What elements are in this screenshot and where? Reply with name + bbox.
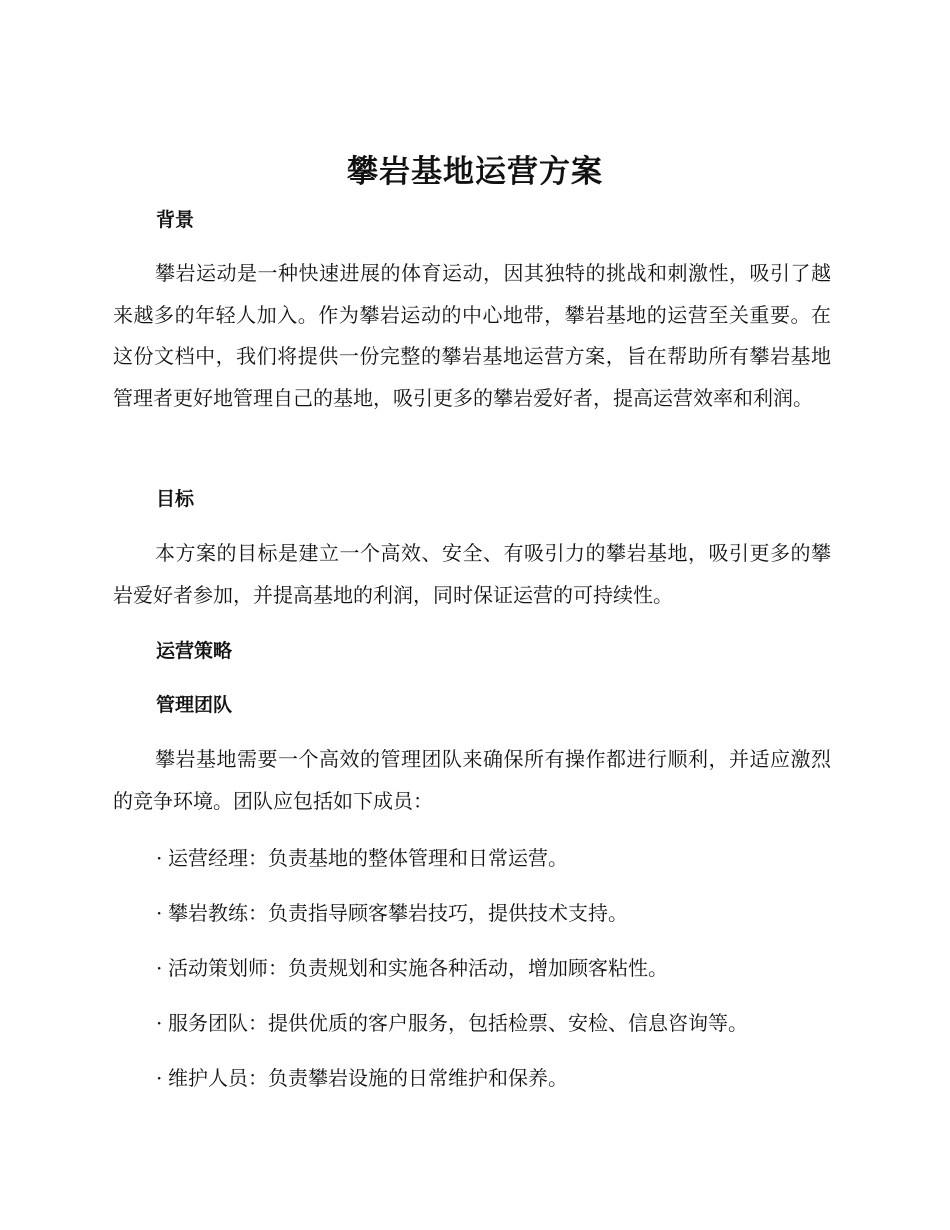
bullet-dot: · <box>156 956 163 980</box>
section-heading-team: 管理团队 <box>156 694 233 716</box>
paragraph-background: 攀岩运动是一种快速进展的体育运动，因其独特的挑战和刺激性，吸引了越来越多的年轻人加入。作为攀岩运动的中心地带，攀岩基地的运营至关重要。在这份文档中，我们将提供一份完整的攀岩基地运营方案，旨在帮助所有攀岩基地管理者更好地管理自己的基地，吸引更多的攀岩爱好者，提高运营效率和利润。 <box>113 261 831 410</box>
paragraph-team: 攀岩基地需要一个高效的管理团队来确保所有操作都进行顺利，并适应激烈的竞争环境。团队应包括如下成员： <box>113 747 831 813</box>
section-heading-background: 背景 <box>156 209 195 231</box>
list-item-text: 服务团队：提供优质的客户服务，包括检票、安检、信息咨询等。 <box>168 1011 748 1035</box>
list-item <box>156 953 668 983</box>
list-item <box>156 843 568 873</box>
section-heading-strategy: 运营策略 <box>156 640 233 662</box>
bullet-dot: · <box>156 901 163 925</box>
bullet-dot: · <box>156 1066 163 1090</box>
list-item-text: 维护人员：负责攀岩设施的日常维护和保养。 <box>168 1066 568 1090</box>
list-item <box>156 1008 748 1038</box>
document-title: 攀岩基地运营方案 <box>347 154 603 190</box>
list-item-text: 活动策划师：负责规划和实施各种活动，增加顾客粘性。 <box>168 956 668 980</box>
bullet-dot: · <box>156 846 163 870</box>
section-heading-goal: 目标 <box>156 488 195 510</box>
list-item-text: 攀岩教练：负责指导顾客攀岩技巧，提供技术支持。 <box>168 901 628 925</box>
list-item-text: 运营经理：负责基地的整体管理和日常运营。 <box>168 846 568 870</box>
paragraph-goal: 本方案的目标是建立一个高效、安全、有吸引力的攀岩基地，吸引更多的攀岩爱好者参加，并提高基地的利润，同时保证运营的可持续性。 <box>113 541 831 607</box>
list-item <box>156 1063 568 1093</box>
bullet-dot: · <box>156 1011 163 1035</box>
list-item <box>156 898 628 928</box>
